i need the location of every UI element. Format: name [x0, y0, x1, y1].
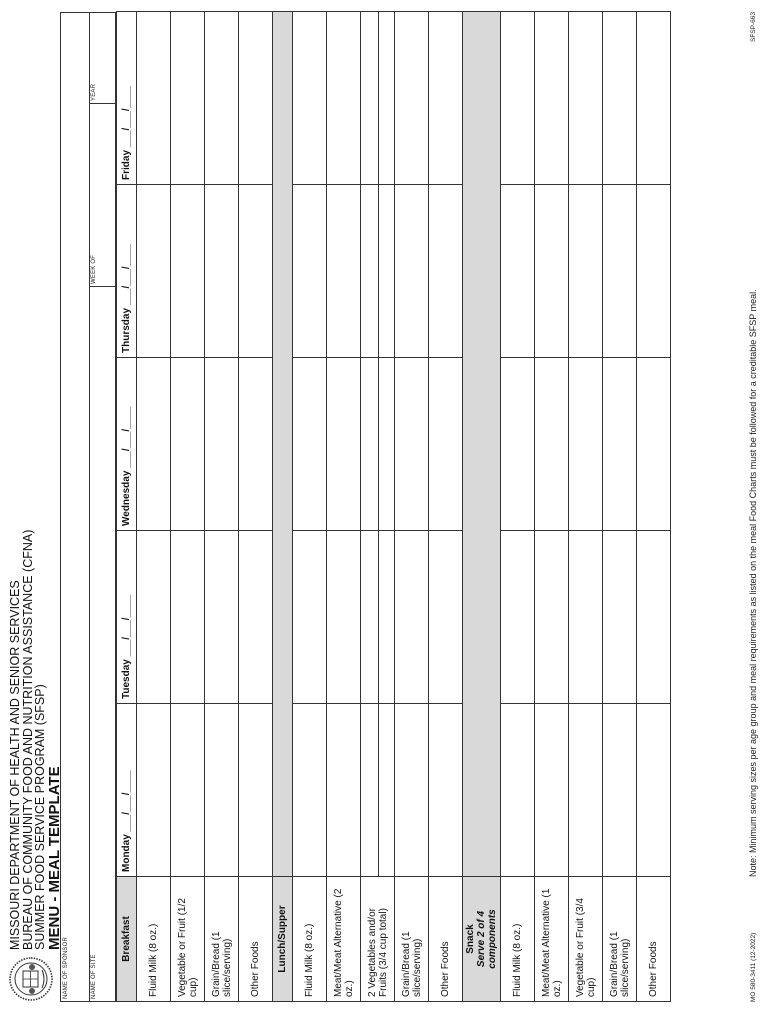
menu-cell[interactable]: [395, 358, 429, 531]
menu-cell[interactable]: [603, 531, 637, 704]
menu-cell[interactable]: [501, 531, 535, 704]
table-row: [137, 12, 171, 1002]
week-divider: [89, 286, 115, 287]
menu-cell[interactable]: [361, 704, 395, 877]
menu-cell[interactable]: [395, 531, 429, 704]
state-seal-icon: [8, 956, 54, 1002]
form-header: [8, 12, 63, 1002]
menu-cell[interactable]: [327, 704, 361, 877]
menu-cell[interactable]: [429, 12, 463, 185]
menu-table: [116, 11, 671, 1002]
menu-cell[interactable]: [603, 12, 637, 185]
menu-cell[interactable]: [637, 704, 671, 877]
table-row: [239, 12, 273, 1002]
table-row: [535, 12, 569, 1002]
row-label: Vegetable or Fruit (3/4 cup): [569, 877, 603, 1002]
snack-heading: Snack: [465, 924, 476, 954]
table-row: [293, 12, 327, 1002]
menu-cell[interactable]: [293, 704, 327, 877]
menu-cell[interactable]: [535, 531, 569, 704]
footer-note: Note: Minimum serving sizes per age group and meal requirements as listed on the meal Food Charts must be followed for a creditable SFSP meal.: [748, 289, 758, 877]
agency-block: [9, 530, 62, 950]
menu-cell[interactable]: [637, 358, 671, 531]
menu-cell[interactable]: [501, 358, 535, 531]
menu-cell[interactable]: [239, 358, 273, 531]
menu-cell[interactable]: [637, 12, 671, 185]
row-label: Meat/Meat Alternative (1 oz.): [535, 877, 569, 1002]
lunch-header-row: [273, 12, 293, 1002]
table-row: [429, 12, 463, 1002]
menu-cell[interactable]: [171, 531, 205, 704]
menu-cell[interactable]: [205, 358, 239, 531]
menu-cell[interactable]: [603, 358, 637, 531]
form-title: MENU - MEAL TEMPLATE: [45, 766, 63, 950]
menu-cell[interactable]: [171, 358, 205, 531]
menu-cell[interactable]: [569, 531, 603, 704]
menu-cell[interactable]: [535, 12, 569, 185]
menu-cell[interactable]: [327, 12, 361, 185]
row-label: Other Foods: [239, 877, 273, 1002]
menu-cell[interactable]: [637, 531, 671, 704]
snack-header-row: [463, 12, 501, 1002]
menu-cell[interactable]: [205, 12, 239, 185]
row-label: Fluid Milk (8 oz.): [501, 877, 535, 1002]
row-label: 2 Vegetables and/or Fruits (3/4 cup total): [361, 877, 395, 1002]
row-label: Fluid Milk (8 oz.): [293, 877, 327, 1002]
menu-cell[interactable]: [361, 358, 395, 531]
menu-cell[interactable]: [361, 12, 395, 185]
menu-cell[interactable]: [569, 12, 603, 185]
menu-cell[interactable]: [171, 12, 205, 185]
menu-cell[interactable]: [171, 185, 205, 358]
table-row: [501, 12, 535, 1002]
menu-cell[interactable]: [293, 185, 327, 358]
snack-subheading: Serve 2 of 4 components: [476, 909, 498, 969]
menu-cell[interactable]: [535, 185, 569, 358]
menu-cell[interactable]: [137, 185, 171, 358]
table-row: [171, 12, 205, 1002]
menu-cell[interactable]: [239, 531, 273, 704]
row-label: Grain/Bread (1 slice/serving): [395, 877, 429, 1002]
menu-cell[interactable]: [293, 12, 327, 185]
menu-cell[interactable]: [205, 531, 239, 704]
table-row: [637, 12, 671, 1002]
agency-line-2: BUREAU OF COMMUNITY FOOD AND NUTRITION ASSISTANCE (CFNA): [20, 529, 35, 950]
agency-line-1: MISSOURI DEPARTMENT OF HEALTH AND SENIOR SERVICES: [8, 580, 22, 950]
snack-heading-cell: [463, 877, 501, 1002]
form-code: SFSP-663: [750, 12, 757, 42]
menu-cell[interactable]: [137, 358, 171, 531]
menu-cell[interactable]: [429, 531, 463, 704]
row-label: Grain/Bread (1 slice/serving): [205, 877, 239, 1002]
table-row: [327, 12, 361, 1002]
year-field-label: YEAR: [91, 83, 97, 101]
row-label: Other Foods: [637, 877, 671, 1002]
breakfast-header-row: [117, 12, 137, 1002]
section-band: [273, 12, 293, 877]
menu-cell[interactable]: [137, 704, 171, 877]
menu-cell[interactable]: [293, 358, 327, 531]
menu-cell[interactable]: [137, 531, 171, 704]
site-field-label: NAME OF SITE: [91, 954, 97, 999]
week-field-label: WEEK OF: [91, 254, 97, 284]
menu-cell[interactable]: [239, 185, 273, 358]
lunch-heading: Lunch/Supper: [273, 877, 293, 1002]
menu-cell[interactable]: [637, 185, 671, 358]
menu-cell[interactable]: [327, 185, 361, 358]
day-monday: Monday ___/___/____: [117, 704, 137, 877]
menu-cell[interactable]: [239, 704, 273, 877]
menu-cell[interactable]: [395, 12, 429, 185]
day-wednesday: Wednesday ___/___/____: [117, 358, 137, 531]
table-row: [569, 12, 603, 1002]
menu-cell[interactable]: [395, 704, 429, 877]
menu-cell[interactable]: [429, 185, 463, 358]
menu-cell[interactable]: [569, 704, 603, 877]
menu-cell[interactable]: [501, 185, 535, 358]
menu-cell[interactable]: [327, 531, 361, 704]
year-divider: [89, 103, 115, 104]
table-row: [361, 12, 395, 1002]
menu-cell[interactable]: [535, 358, 569, 531]
table-row: [603, 12, 637, 1002]
day-thursday: Thursday ___/___/____: [117, 185, 137, 358]
row-label: Grain/Bread (1 slice/serving): [603, 877, 637, 1002]
form-number: MO 580-3411 (12-2022): [750, 932, 757, 1002]
row-label: Meat/Meat Alternative (2 oz.): [327, 877, 361, 1002]
table-row: [395, 12, 429, 1002]
menu-cell[interactable]: [501, 704, 535, 877]
agency-line-3: SUMMER FOOD SERVICE PROGRAM (SFSP): [33, 684, 47, 950]
menu-cell[interactable]: [205, 704, 239, 877]
row-label: Vegetable or Fruit (1/2 cup): [171, 877, 205, 1002]
menu-cell[interactable]: [239, 12, 273, 185]
section-band: [463, 12, 501, 877]
menu-cell[interactable]: [429, 358, 463, 531]
day-friday: Friday ___/___/____: [117, 12, 137, 185]
menu-cell[interactable]: [501, 12, 535, 185]
menu-cell[interactable]: [603, 704, 637, 877]
menu-cell[interactable]: [171, 704, 205, 877]
row-label: Fluid Milk (8 oz.): [137, 877, 171, 1002]
sponsor-field-label: NAME OF SPONSOR: [63, 936, 69, 999]
row-label: Other Foods: [429, 877, 463, 1002]
menu-cell[interactable]: [361, 531, 395, 704]
menu-cell[interactable]: [429, 704, 463, 877]
menu-cell[interactable]: [603, 185, 637, 358]
menu-cell[interactable]: [327, 358, 361, 531]
info-divider: [89, 13, 90, 1001]
table-row: [205, 12, 239, 1002]
menu-cell[interactable]: [535, 704, 569, 877]
day-tuesday: Tuesday ___/___/____: [117, 531, 137, 704]
menu-cell[interactable]: [361, 185, 395, 358]
menu-cell[interactable]: [293, 531, 327, 704]
menu-cell[interactable]: [569, 358, 603, 531]
menu-cell[interactable]: [395, 185, 429, 358]
menu-cell[interactable]: [205, 185, 239, 358]
menu-cell[interactable]: [137, 12, 171, 185]
sponsor-site-info: [60, 12, 116, 1002]
breakfast-heading: Breakfast: [117, 877, 137, 1002]
menu-cell[interactable]: [569, 185, 603, 358]
